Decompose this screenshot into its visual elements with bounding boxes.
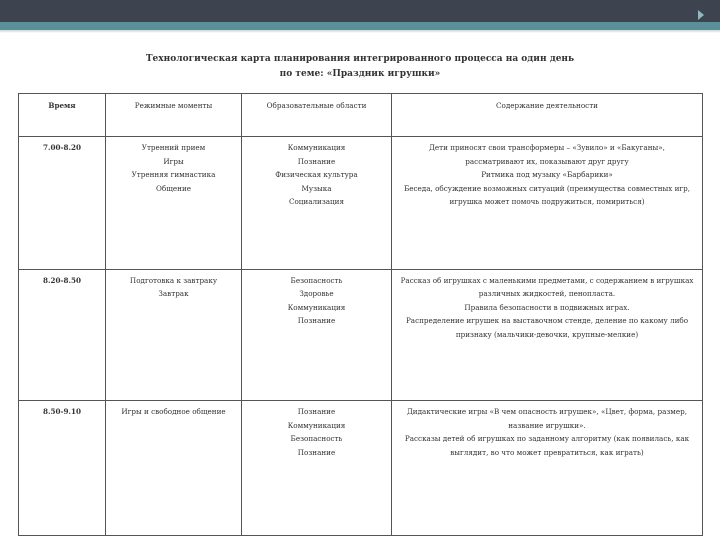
header-areas: Образовательные области — [242, 94, 392, 137]
area-item: Музыка — [301, 183, 332, 193]
area-item: Познание — [297, 316, 336, 326]
title-line-2: по теме: «Праздник игрушки» — [279, 69, 441, 79]
plan-table — [18, 93, 703, 536]
moment-item: Утренний прием — [141, 143, 206, 152]
cell-areas — [242, 269, 392, 401]
moment-item: Общение — [156, 183, 191, 193]
cell-content — [392, 269, 703, 401]
table-row — [19, 137, 703, 270]
table-header-row — [19, 94, 703, 137]
content-item: Распределение игрушек на выставочном стенде, деление по какому либо признаку (мальчики-девочки, крупные-мелкие) — [405, 316, 689, 339]
cell-moments — [106, 137, 242, 270]
header-time: Время — [19, 94, 106, 137]
moment-item: Игры — [163, 156, 184, 166]
area-item: Здоровье — [299, 289, 334, 299]
cell-time: 7.00-8.20 — [19, 137, 106, 270]
area-item: Познание — [297, 447, 336, 457]
area-item: Безопасность — [290, 275, 343, 285]
header-content: Содержание деятельности — [392, 94, 703, 137]
cell-content — [392, 137, 703, 270]
table-row — [19, 401, 703, 536]
area-item: Познание — [297, 156, 336, 166]
slide-arrow-icon — [698, 10, 704, 20]
slide-header-accent — [0, 22, 720, 30]
cell-time: 8.50-9.10 — [19, 401, 106, 536]
header-moments: Режимные моменты — [106, 94, 242, 137]
moment-item: Завтрак — [158, 289, 189, 299]
cell-content — [392, 401, 703, 536]
content-item: Дети приносят свои трансформеры – «Зувило» и «Бакуганы», — [429, 143, 665, 152]
slide-header-bar — [0, 0, 720, 22]
content-item: Правила безопасности в подвижных играх. — [464, 302, 630, 312]
content-item: Дидактические игры «В чем опасность игрушек», «Цвет, форма, размер, название игрушки». — [406, 407, 688, 430]
cell-time: 8.20-8.50 — [19, 269, 106, 401]
area-item: Коммуникация — [287, 420, 346, 430]
content-item: Рассказы детей об игрушках по заданному алгоритму (как появилась, как выглядит, во что может превратиться, как играть) — [404, 434, 690, 457]
slide-header-shadow — [0, 30, 720, 33]
cell-areas — [242, 401, 392, 536]
area-item: Коммуникация — [287, 302, 346, 312]
moment-item: Утренняя гимнастика — [131, 170, 216, 179]
table-row — [19, 269, 703, 401]
area-item: Безопасность — [290, 434, 343, 444]
content-item: Ритмика под музыку «Барбарики» — [481, 170, 613, 179]
title-line-1: Технологическая карта планирования интегрированного процесса на один день — [145, 54, 575, 64]
moment-item: Подготовка к завтраку — [129, 275, 218, 285]
cell-moments — [106, 401, 242, 536]
content-item: рассматривают их, показывают друг другу — [465, 156, 629, 166]
moment-item: Игры и свободное общение — [121, 407, 226, 417]
cell-moments — [106, 269, 242, 401]
area-item: Физическая культура — [275, 170, 358, 179]
area-item: Социализация — [288, 197, 345, 206]
content-item: Беседа, обсуждение возможных ситуаций (преимущества совместных игр, игрушка может помочь подружиться, помириться) — [403, 183, 691, 206]
document-title — [100, 52, 620, 82]
area-item: Коммуникация — [287, 143, 346, 152]
content-item: Рассказ об игрушках с маленькими предметами, с содержанием в игрушках различных жидкостей, пенопласта. — [400, 275, 694, 299]
area-item: Познание — [297, 407, 336, 417]
cell-areas — [242, 137, 392, 270]
